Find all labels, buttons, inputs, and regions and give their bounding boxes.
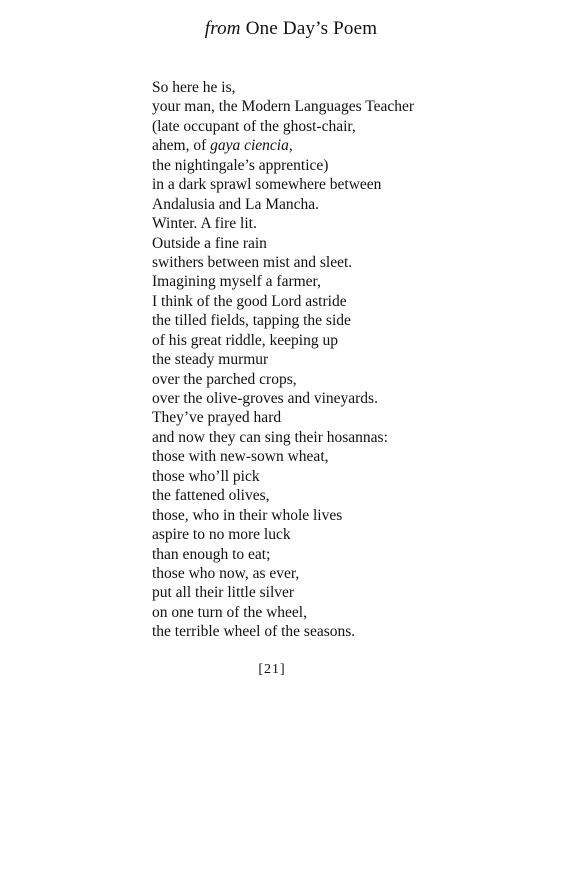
poem-line: Outside a fine rain [152, 234, 267, 252]
poem-line: ahem, of gaya ciencia, [152, 137, 293, 155]
page-number: [21] [258, 662, 286, 677]
poem-line: aspire to no more luck [152, 526, 291, 544]
title-main: One Day’s Poem [245, 18, 378, 39]
poem-line: Andalusia and La Mancha. [152, 195, 319, 213]
poem-line: the steady murmur [152, 351, 269, 369]
poem-title [0, 16, 582, 42]
poem-line: put all their little silver [152, 584, 295, 602]
poem-line: over the olive-groves and vineyards. [152, 390, 378, 407]
poem-line: So here he is, [152, 79, 236, 96]
poem-line: swithers between mist and sleet. [152, 253, 353, 271]
poem-line: Imagining myself a farmer, [152, 273, 321, 291]
poem-body [152, 78, 552, 642]
poem-line: those who now, as ever, [152, 564, 300, 582]
poem-line: I think of the good Lord astride [152, 292, 347, 310]
title-prefix: from [204, 18, 241, 39]
poem-line: They’ve prayed hard [152, 409, 282, 427]
poem-line: those, who in their whole lives [152, 506, 343, 524]
poem-line: the nightingale’s apprentice) [152, 156, 329, 174]
poem-line: in a dark sprawl somewhere between [152, 176, 382, 194]
poem-line: Winter. A fire lit. [152, 215, 257, 233]
poem-line: those with new-sown wheat, [152, 448, 329, 466]
italic-phrase: gaya ciencia [210, 137, 289, 155]
poem-line: of his great riddle, keeping up [152, 331, 338, 349]
poem-line: and now they can sing their hosannas: [152, 428, 388, 446]
poem-line: the tilled fields, tapping the side [152, 312, 351, 330]
poem-line: those who’ll pick [152, 467, 260, 485]
poem-line: your man, the Modern Languages Teacher [152, 98, 415, 116]
poem-line: the fattened olives, [152, 487, 270, 505]
poem-line: (late occupant of the ghost-chair, [152, 117, 356, 135]
poem-line: on one turn of the wheel, [152, 603, 307, 621]
poem-line: the terrible wheel of the seasons. [152, 623, 356, 641]
poem-line: than enough to eat; [152, 545, 271, 563]
poem-line: over the parched crops, [152, 370, 297, 388]
